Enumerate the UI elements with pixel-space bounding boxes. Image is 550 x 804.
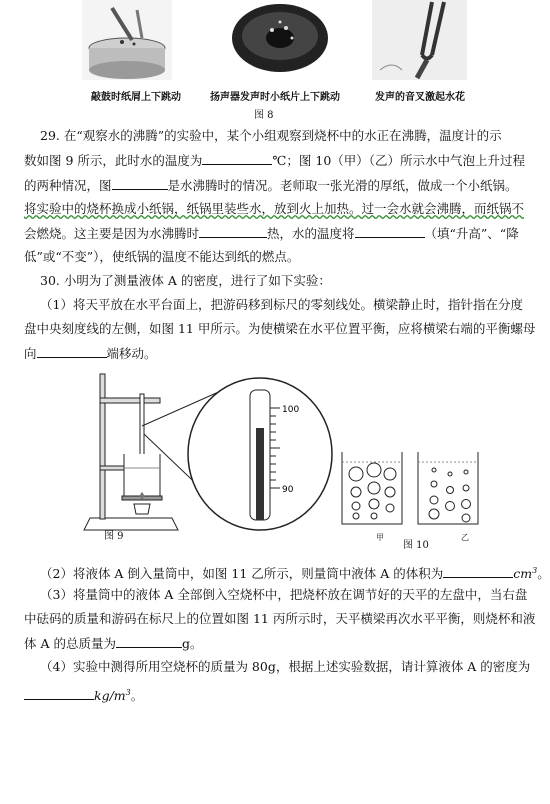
fig8-caption-drum: 敲鼓时纸屑上下跳动 [91, 92, 181, 103]
q30-p3-line-2: 中砝码的质量和游码在标尺上的位置如图 11 丙所示时，天平横梁再次水平平衡，则烧杯和液 [24, 611, 536, 626]
answer-blank-heat[interactable] [199, 225, 267, 238]
fig10-label-jia: 甲 [376, 533, 384, 542]
answer-blank-boiling-figure[interactable] [112, 177, 168, 190]
fig9-diagram [82, 368, 347, 543]
q30-p4-line-1: （4）实验中测得所用空烧杯的质量为 80g，根据上述实验数据，请计算液体 A 的密度为 [40, 659, 531, 674]
q30-p1-line-1: （1）将天平放在水平台面上，把游码移到标尺的零刻线处。横梁静止时，指针指在分度 [40, 297, 523, 312]
answer-blank-density[interactable] [24, 687, 94, 700]
fig8-drum-photo [82, 0, 172, 80]
q30-p1-line-2: 盘中央刻度线的左侧，如图 11 甲所示。为使横梁在水平位置平衡，应将横梁右端的平衡螺母 [24, 321, 536, 336]
fig8-caption-fork: 发声的音叉激起水花 [375, 92, 465, 103]
answer-blank-temperature[interactable] [202, 152, 272, 165]
q30-p1-line-3: 向 端移动。 [24, 346, 157, 361]
q29-line-1: 29. 在“观察水的沸腾”的实验中，某个小组观察到烧杯中的水正在沸腾，温度计的示 [40, 128, 502, 143]
answer-blank-volume[interactable] [443, 565, 513, 578]
fig10-label: 图 10 [403, 540, 429, 551]
q29-line-5: 会燃烧。这主要是因为水沸腾时 热，水的温度将 （填“升高”、“降 [24, 226, 519, 241]
q30-p3-line-3: 体 A 的总质量为 g。 [24, 636, 203, 651]
fig10-diagram [338, 440, 488, 532]
fig10-label-yi: 乙 [461, 533, 469, 542]
q30-p3-line-1: （3）将量筒中的液体 A 全部倒入空烧杯中，把烧杯放在调节好的天平的左盘中，当右盘 [40, 587, 528, 602]
fig8-caption-speaker: 扬声器发声时小纸片上下跳动 [210, 92, 340, 103]
answer-blank-direction[interactable] [37, 345, 107, 358]
q30-intro: 30. 小明为了测量液体 A 的密度，进行了如下实验： [40, 273, 331, 288]
q29-line-6: 低”或“不变”），使纸锅的温度不能达到纸的燃点。 [24, 249, 300, 264]
fig9-tick-90: 90 [282, 485, 294, 495]
q30-p4-line-2: $kg/m^3$。 [24, 685, 143, 704]
fig8-speaker-photo [230, 0, 330, 80]
q29-line-2: 数如图 9 所示，此时水的温度为 ℃；图 10（甲）（乙）所示水中气泡上升过程 [24, 153, 526, 168]
fig9-label: 图 9 [104, 531, 124, 542]
fig8-label: 图 8 [254, 110, 274, 121]
fig8-tuning-fork-photo [372, 0, 467, 80]
answer-blank-mass[interactable] [116, 635, 182, 648]
q30-p2: （2）将液体 A 倒入量筒中，如图 11 乙所示，则量筒中液体 A 的体积为 $cm^3$。 [40, 566, 550, 582]
answer-blank-water-temp[interactable] [355, 225, 425, 238]
q29-line-3: 的两种情况，图 是水沸腾时的情况。老师取一张光滑的厚纸，做成一个小纸锅。 [24, 178, 518, 193]
fig9-tick-100: 100 [282, 405, 300, 415]
q29-line-4: 将实验中的烧杯换成小纸锅，纸锅里装些水，放到火上加热。过一会水就会沸腾，而纸锅不 [24, 201, 525, 216]
